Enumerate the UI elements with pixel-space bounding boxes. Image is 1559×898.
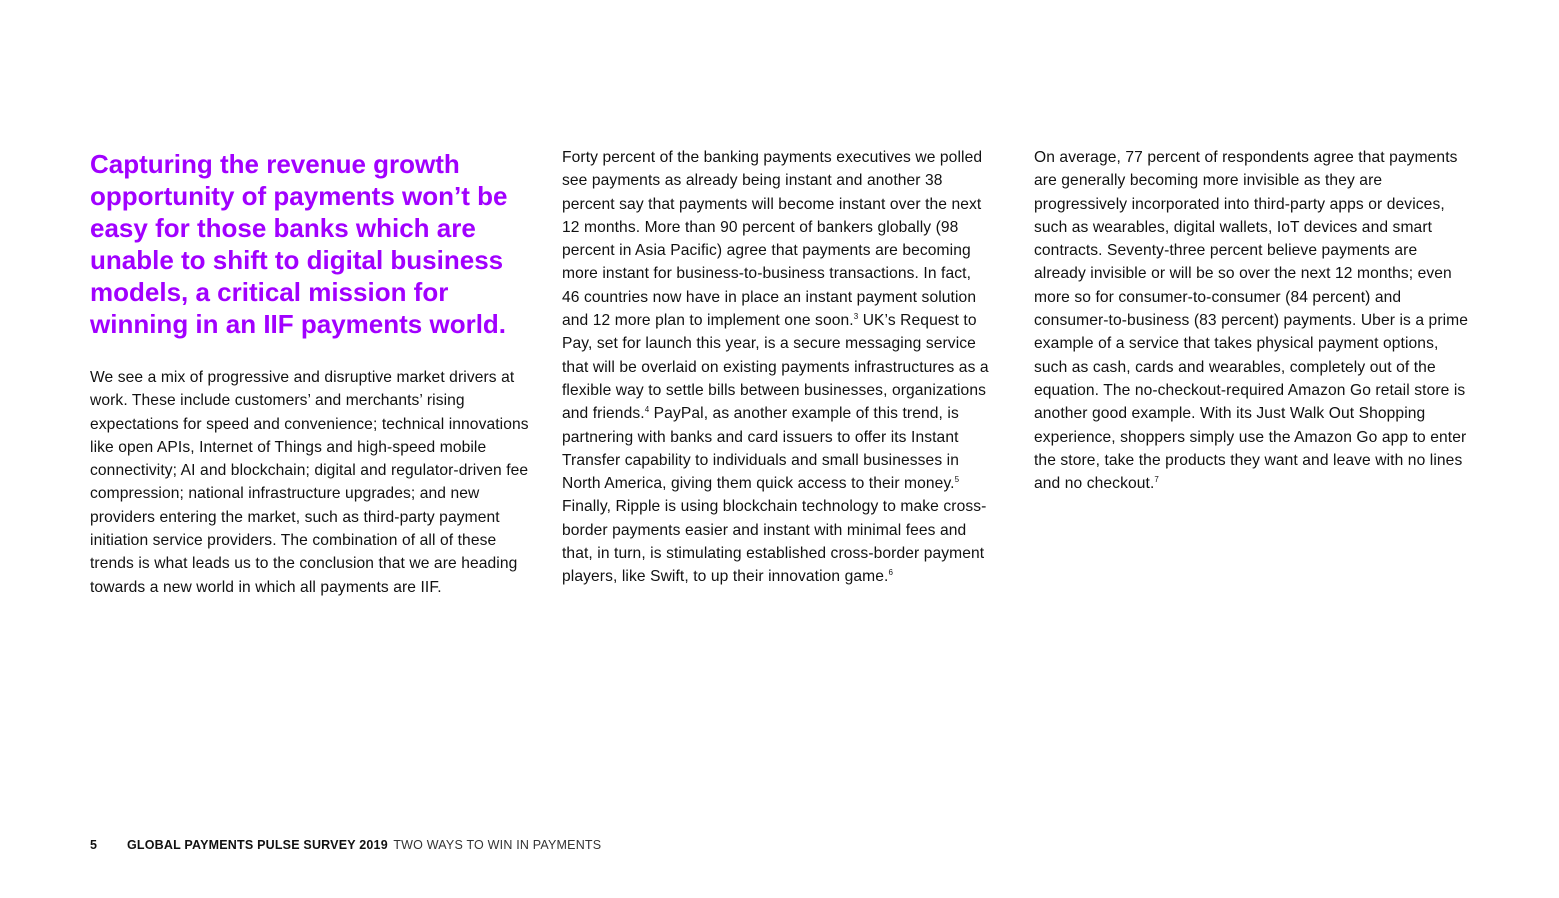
page-number: 5 [90,838,97,852]
footnote-ref-3[interactable]: 3 [853,312,859,322]
middle-column [562,146,992,589]
page-footer [90,837,601,853]
instant-payments-paragraph [562,146,992,589]
invisible-payments-paragraph [1034,146,1469,495]
footnote-ref-6[interactable]: 6 [888,568,894,578]
left-column [90,146,530,599]
intro-paragraph: We see a mix of progressive and disruptive market drivers at work. These include customers’ and merchants’ rising expectations for speed and convenience; technical innovations like open APIs, Internet of Things and high-speed mobile connectivity; AI and blockchain; digital and regulator-driven fee compression; national infrastructure upgrades; and new providers entering the market, such as third-party payment initiation service providers. The combination of all of these trends is what leads us to the conclusion that we are heading towards a new world in which all payments are IIF. [90,369,529,596]
footnote-ref-7[interactable]: 7 [1154,475,1159,485]
footnote-ref-4[interactable]: 4 [644,405,650,415]
footnote-ref-5[interactable]: 5 [954,475,960,485]
text-segment: Forty percent of the banking payments executives we polled see payments as already being instant and another 38 percent say that payments will become instant over the next 12 months. More than 90 percent of bankers globally (98 percent in Asia Pacific) agree that payments are becoming more instant for business-to-business transactions. In fact, 46 countries now have in place an instant payment solution and 12 more plan to implement one soon. [562,149,983,330]
text-segment: PayPal, as another example of this trend, is partnering with banks and card issuers to offer its Instant Transfer capability to individuals and small businesses in North America, giving them quick access to their money. [562,405,959,493]
text-segment: On average, 77 percent of respondents agree that payments are generally becoming more invisible as they are progressively incorporated into third-party apps or devices, such as wearables, digital wallets, IoT devices and smart contracts. Seventy-three percent believe payments are already invisible or will be so over the next 12 months; even more so for consumer-to-consumer (84 percent) and consumer-to-business (83 percent) payments. Uber is a prime example of a service that takes physical payment options, such as cash, cards and wearables, completely out of the equation. The no-checkout-required Amazon Go retail store is another good example. With its Just Walk Out Shopping experience, shoppers simply use the Amazon Go app to enter the store, take the products they want and leave with no lines and no checkout. [1034,149,1469,493]
text-segment: UK’s Request to Pay, set for launch this year, is a secure messaging service that will be overlaid on existing payments infrastructures as a flexible way to settle bills between businesses, organizations and friends. [562,312,989,423]
report-title: GLOBAL PAYMENTS PULSE SURVEY 2019 [127,838,388,852]
text-segment: Finally, Ripple is using blockchain technology to make cross-border payments easier and instant with minimal fees and that, in turn, is stimulating established cross-border payment players, like Swift, to up their innovation game. [562,498,987,586]
right-column [1034,146,1469,495]
report-subtitle: TWO WAYS TO WIN IN PAYMENTS [393,838,602,852]
headline: Capturing the revenue growth opportunity of payments won’t be easy for those banks which are unable to shift to digital business models, a critical mission for winning in an IIF payments world. [90,149,508,339]
